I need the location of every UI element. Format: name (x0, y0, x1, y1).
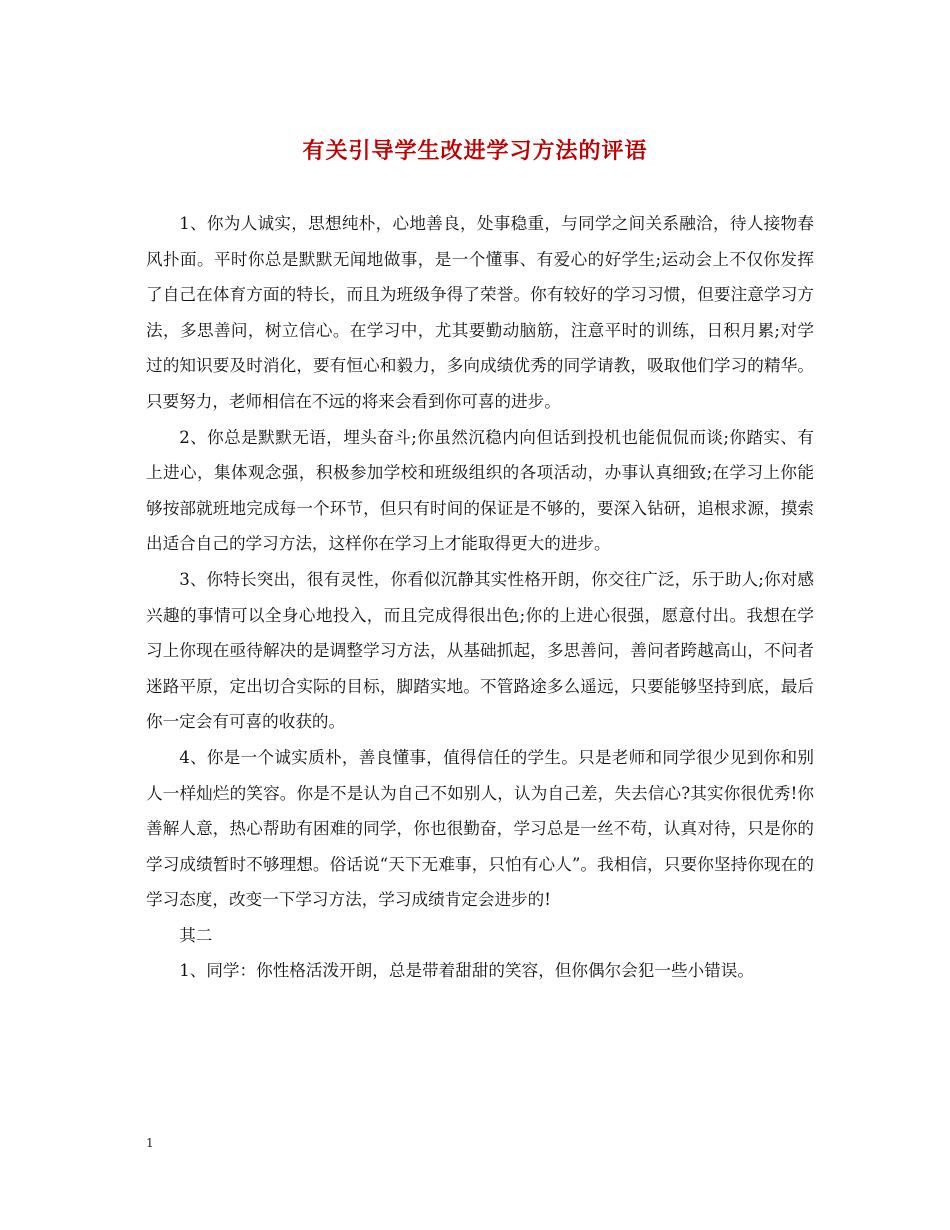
paragraph-4: 4、你是一个诚实质朴，善良懂事，值得信任的学生。只是老师和同学很少见到你和别人一样灿烂的笑容。你是不是认为自己不如别人，认为自己差，失去信心?其实你很优秀!你善解人意，热心帮助有困难的同学，你也很勤奋，学习总是一丝不苟，认真对待，只是你的学习成绩暂时不够理想。俗话说“天下无难事，只怕有心人”。我相信，只要你坚持你现在的学习态度，改变一下学习方法，学习成绩肯定会进步的! (146, 747, 814, 910)
page-number: 1 (146, 1136, 154, 1150)
section-heading-qi-er: 其二 (179, 925, 213, 945)
document-body (146, 206, 814, 989)
paragraph-1: 1、你为人诚实，思想纯朴，心地善良，处事稳重，与同学之间关系融洽，待人接物春风扑面。平时你总是默默无闻地做事，是一个懂事、有爱心的好学生;运动会上不仅你发挥了自己在体育方面的特长，而且为班级争得了荣誉。你有较好的学习习惯，但要注意学习方法，多思善问，树立信心。在学习中，尤其要勤动脑筋，注意平时的训练，日积月累;对学过的知识要及时消化，要有恒心和毅力，多向成绩优秀的同学请教，吸取他们学习的精华。只要努力，老师相信在不远的将来会看到你可喜的进步。 (146, 214, 814, 411)
paragraph-2: 2、你总是默默无语，埋头奋斗;你虽然沉稳内向但话到投机也能侃侃而谈;你踏实、有上进心，集体观念强，积极参加学校和班级组织的各项活动，办事认真细致;在学习上你能够按部就班地完成每一个环节，但只有时间的保证是不够的，要深入钻研，追根求源，摸索出适合自己的学习方法，这样你在学习上才能取得更大的进步。 (146, 427, 814, 554)
paragraph-3: 3、你特长突出，很有灵性，你看似沉静其实性格开朗，你交往广泛，乐于助人;你对感兴趣的事情可以全身心地投入，而且完成得很出色;你的上进心很强，愿意付出。我想在学习上你现在亟待解决的是调整学习方法，从基础抓起，多思善问，善问者跨越高山，不问者迷路平原，定出切合实际的目标，脚踏实地。不管路途多么遥远，只要能够坚持到底，最后你一定会有可喜的收获的。 (146, 569, 814, 732)
document-title: 有关引导学生改进学习方法的评语 (302, 139, 648, 164)
paragraph-5: 1、同学：你性格活泼开朗，总是带着甜甜的笑容，但你偶尔会犯一些小错误。 (179, 961, 754, 981)
